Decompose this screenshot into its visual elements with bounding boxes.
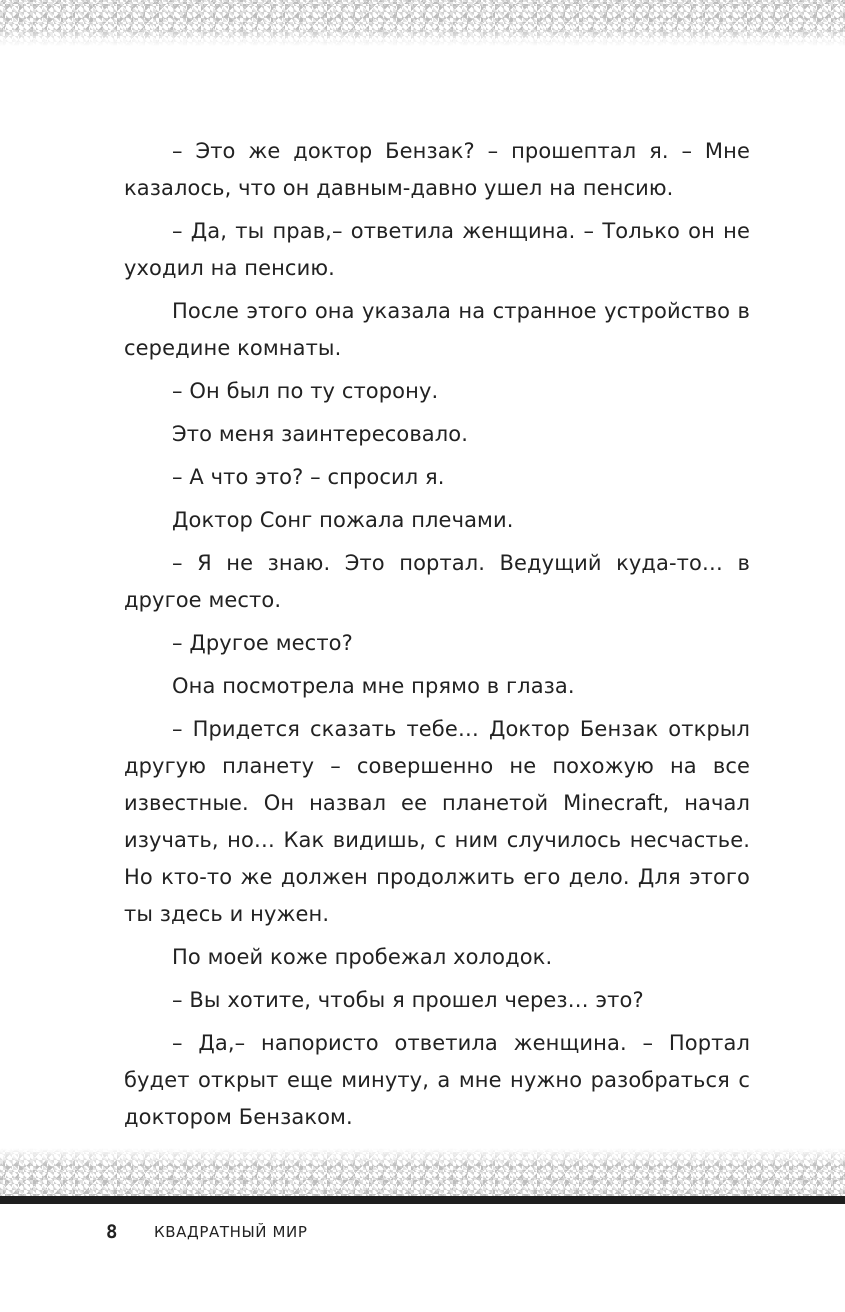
paragraph: – Да, ты прав,– ответила женщина. – Только он не уходил на пенсию. [124,219,750,280]
running-title: КВАДРАТНЫЙ МИР [154,1223,308,1241]
paragraph: – Придется сказать тебе… Доктор Бензак открыл другую планету – совершенно не похожую на все известные. Он назвал ее планетой Minecraft, начал изучать, но… Как видишь, с ним случилось несчастье. Но кто-то же должен продолжить его дело. Для этого ты здесь и нужен. [124,717,750,926]
paragraph: Доктор Сонг пожала плечами. [172,508,514,532]
paragraph: Это меня заинтересовало. [172,422,469,446]
top-pixel-border [0,0,845,46]
paragraph: – Да,– напористо ответила женщина. – Портал будет открыт еще минуту, а мне нужно разобраться с доктором Бензаком. [124,1031,750,1129]
paragraph: Она посмотрела мне прямо в глаза. [172,674,575,698]
paragraph: По моей коже пробежал холодок. [172,945,553,969]
paragraph: После этого она указала на странное устройство в середине комнаты. [124,299,750,360]
bottom-pixel-border [0,1148,845,1196]
paragraph: – Это же доктор Бензак? – прошептал я. – Мне казалось, что он давным-давно ушел на пенсию. [124,139,750,200]
footer-rule [0,1196,845,1204]
paragraph: – Вы хотите, чтобы я прошел через… это? [172,988,644,1012]
paragraph: – А что это? – спросил я. [172,465,445,489]
paragraph: – Он был по ту сторону. [172,379,439,403]
body-text [124,133,750,1185]
paragraph: – Другое место? [172,631,353,655]
page-number: 8 [106,1221,118,1243]
paragraph: – Я не знаю. Это портал. Ведущий куда-то… в другое место. [124,551,750,612]
